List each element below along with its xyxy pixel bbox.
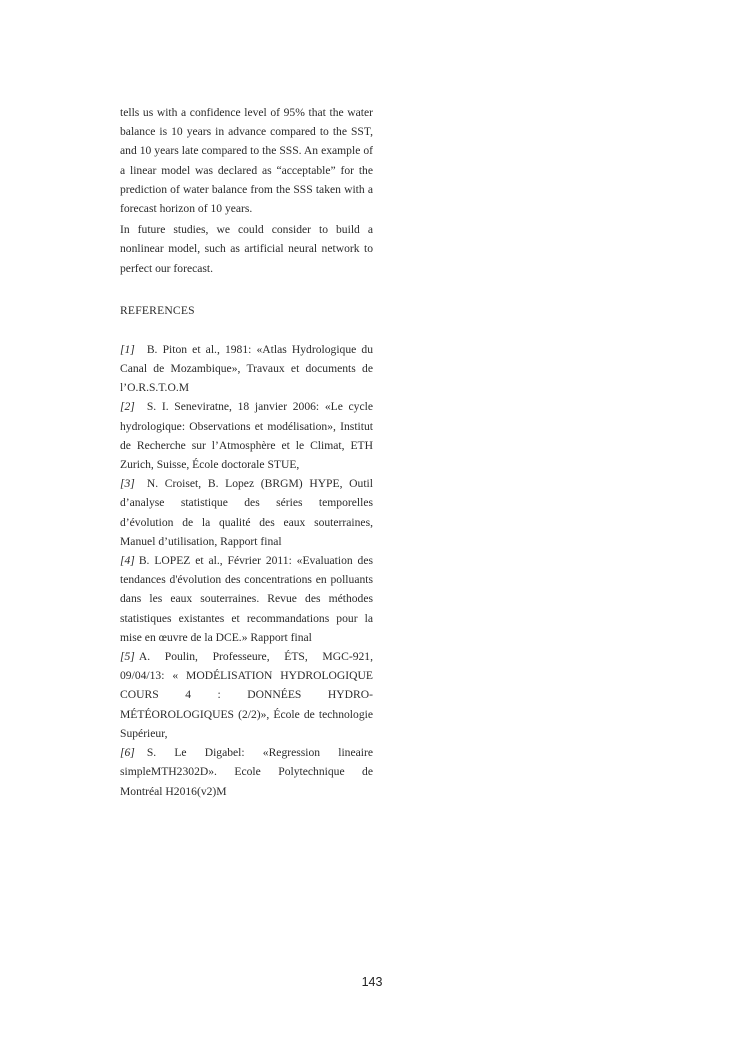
reference-item [120,743,373,801]
references-heading: REFERENCES [120,303,195,317]
reference-text: S. Le Digabel: «Regression lineaire simpleMTH2302D». Ecole Polytechnique de Montréal H2016(v2)M [120,746,373,798]
text-column [120,103,373,801]
reference-number: [4] [120,554,135,568]
reference-number: [1] [120,342,135,356]
reference-number: [3] [120,477,135,491]
references-list [120,340,373,801]
reference-text: B. LOPEZ et al., Février 2011: «Evaluation des tendances d'évolution des concentrations en polluants dans les eaux souterraines. Revue des méthodes statistiques existantes et recommandations pour la mise en œuvre de la DCE.» Rapport final [120,554,373,644]
reference-number: [2] [120,400,135,414]
reference-item [120,340,373,398]
page-number: 143 [361,975,383,989]
body-paragraph-2: In future studies, we could consider to build a nonlinear model, such as artificial neural network to perfect our forecast. [120,223,373,275]
reference-number: [5] [120,650,135,664]
reference-number: [6] [120,746,135,760]
reference-item [120,551,373,647]
reference-item [120,474,373,551]
reference-text: S. I. Seneviratne, 18 janvier 2006: «Le cycle hydrologique: Observations et modélisation», Institut de Recherche sur l’Atmosphère et le Climat, ETH Zurich, Suisse, École doctorale STUE, [120,400,373,472]
reference-text: B. Piton et al., 1981: «Atlas Hydrologique du Canal de Mozambique», Travaux et documents de l’O.R.S.T.O.M [120,342,373,395]
reference-text: A. Poulin, Professeure, ÉTS, MGC-921, 09/04/13: « MODÉLISATION HYDROLOGIQUE COURS 4 : DONNÉES HYDRO-MÉTÉOROLOGIQUES (2/2)», École de technologie Supérieur, [120,650,373,740]
body-paragraph-1: tells us with a confidence level of 95% that the water balance is 10 years in advance compared to the SST, and 10 years late compared to the SSS. An example of a linear model was declared as “acceptable” for the prediction of water balance from the SSS taken with a forecast horizon of 10 years. [120,106,373,216]
reference-text: N. Croiset, B. Lopez (BRGM) HYPE, Outil d’analyse statistique des séries temporelles d’évolution de la qualité des eaux souterraines, Manuel d’utilisation, Rapport final [120,477,373,548]
reference-item [120,647,373,743]
reference-item [120,397,373,474]
